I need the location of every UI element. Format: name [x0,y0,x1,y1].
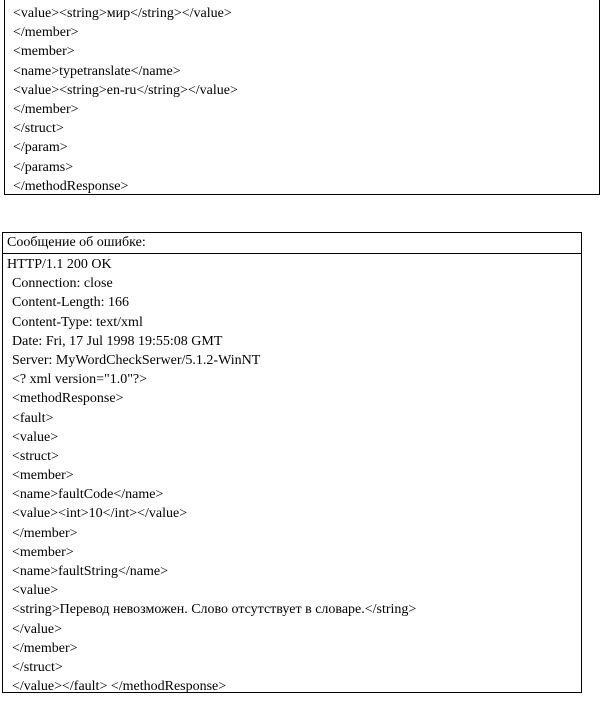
code-line: <value> [12,583,59,599]
code-line: <struct> [12,448,59,464]
code-line: <fault> [12,410,54,426]
code-line: </value></fault> </methodResponse> [12,679,227,695]
code-line: </value> [12,621,62,637]
code-line: </member> [12,640,78,656]
code-line: Server: MyWordCheckSerwer/5.1.2-WinNT [12,352,261,368]
xml-response-box [4,0,600,195]
code-line: <member> [13,44,75,60]
code-line: <string>Перевод невозможен. Слово отсутствует в словаре.</string> [12,602,417,618]
code-line: </struct> [12,659,63,675]
code-line: </param> [13,140,68,156]
status-line: HTTP/1.1 200 OK [7,257,112,272]
code-line: <name>typetranslate</name> [13,63,181,79]
code-line: <methodResponse> [12,391,124,407]
code-line: <name>faultString</name> [12,564,168,579]
code-line: </methodResponse> [13,178,129,194]
code-line: <value><string>мир</string></value> [13,6,232,21]
code-line: <name>faultCode</name> [12,487,164,503]
code-line: Content-Length: 166 [12,295,130,311]
code-line: <member> [12,468,74,484]
error-message-box [2,232,582,693]
code-line: <? xml version="1.0"?> [12,372,148,388]
code-line: </member> [13,25,79,41]
code-line: <value><string>en-ru</string></value> [13,82,238,98]
code-line: Content-Type: text/xml [12,314,143,330]
error-box-header: Сообщение об ошибке: [3,233,581,254]
code-line: <member> [12,544,74,560]
xml-response-lines [13,4,238,196]
code-line: </params> [13,159,74,175]
code-line: </member> [13,101,79,117]
code-line: <value> [12,429,59,445]
code-line: </member> [12,525,78,541]
code-line: </struct> [13,121,64,137]
error-response-lines [7,255,416,696]
code-line: Date: Fri, 17 Jul 1998 19:55:08 GMT [12,333,223,349]
code-line: Connection: close [12,276,113,292]
code-line: <value><int>10</int></value> [12,506,188,522]
